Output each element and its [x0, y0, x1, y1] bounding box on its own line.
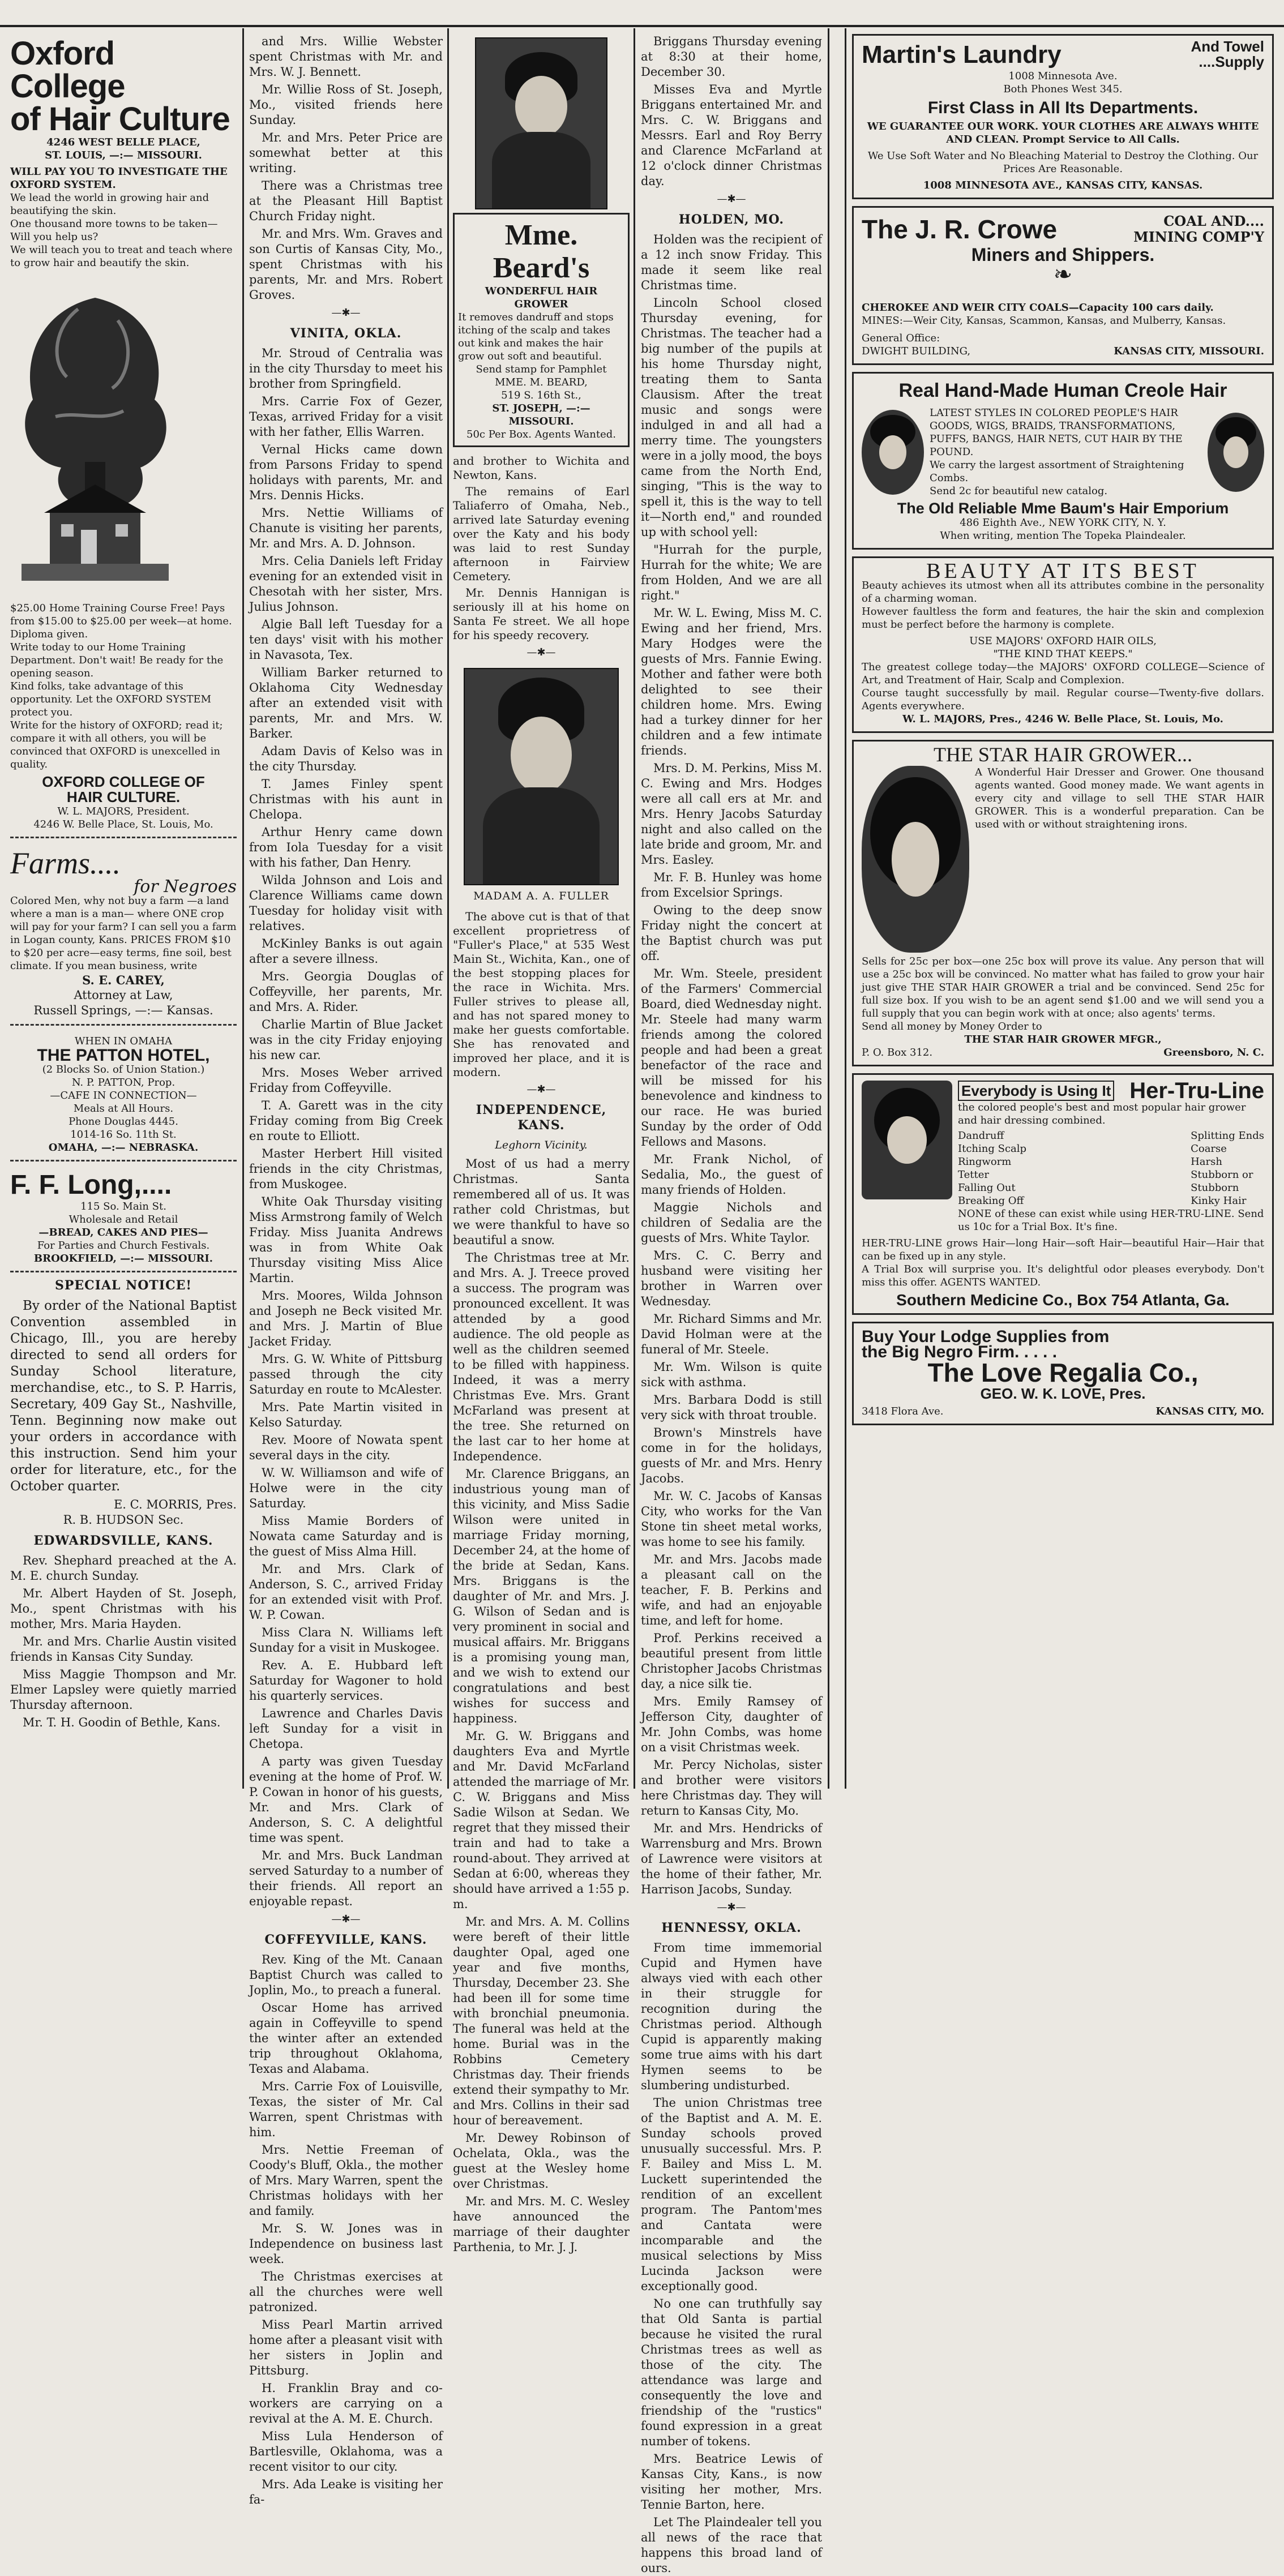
news-item: Mr. and Mrs. Buck Landman served Saturday to a number of their friends. All report an enjoyable repast.	[249, 1849, 443, 1908]
news-item: Mrs. C. C. Berry and husband were visiting her brother in Warren over Wednesday.	[641, 1249, 822, 1308]
star-city: Greensboro, N. C.	[1163, 1047, 1264, 1058]
news-item: A party was given Tuesday evening at the home of Prof. W. P. Cowan in honor of his guests, Mr. and Mrs. Clark of Anderson, S. C. A delightful time was spent.	[249, 1755, 443, 1845]
coffeyville-heading: COFFEYVILLE, KANS.	[264, 1932, 427, 1947]
news-item: Stubborn or	[1191, 1169, 1253, 1181]
fuller-caption: MADAM A. A. FULLER	[473, 890, 609, 902]
oxford-body-2: One thousand more towns to be taken—Will you help us?	[10, 218, 218, 243]
oxford-college-ad	[10, 34, 237, 838]
news-item: There was a Christmas tree at the Pleasant Hill Baptist Church Friday night.	[249, 179, 443, 223]
crowe-coal-ad	[852, 206, 1274, 365]
beauty-p3: The greatest college today—the MAJORS' OXFORD COLLEGE—Science of Art, and Treatment of Hair, Scalp and Complexion.	[862, 661, 1264, 686]
news-item: Adam Davis of Kelso was in the city Thursday.	[249, 744, 443, 773]
news-item: Mr. Dewey Robinson of Ochelata, Okla., was the guest at the Wesley home over Christmas.	[453, 2131, 630, 2191]
creole-title: Real Hand-Made Human Creole Hair	[898, 380, 1227, 401]
news-item: Mrs. Pate Martin visited in Kelso Saturday.	[249, 1400, 443, 1429]
portrait-photo-fuller	[464, 668, 619, 885]
oxford-footer-2: HAIR CULTURE.	[66, 788, 181, 805]
news-item: Mr. and Mrs. M. C. Wesley have announced the marriage of their daughter Parthenia, to Mr. J. J.	[453, 2194, 630, 2254]
oxford-course: $25.00 Home Training Course Free! Pays from $15.00 to $25.00 per week—at home. Diploma given.	[10, 602, 232, 640]
news-item: Mrs. Ada Leake is visiting her fa-	[249, 2478, 443, 2506]
beauty-kind: "THE KIND THAT KEEPS."	[993, 648, 1133, 660]
news-item: Let The Plaindealer tell you all news of the race that happens this broad land of ours.	[641, 2515, 822, 2575]
column-rule	[242, 28, 244, 1789]
martin-laundry-ad	[852, 34, 1274, 199]
separator: —✱—	[717, 1901, 746, 1913]
patton-title: THE PATTON HOTEL,	[37, 1046, 210, 1065]
beard-body: It removes dandruff and stops itching of the scalp and takes out kink and makes the hair grow out soft and beautiful.	[458, 311, 614, 362]
creole-name: The Old Reliable Mme Baum's Hair Emporium	[897, 500, 1229, 517]
hertru-trial: A Trial Box will surprise you. It's delightful odor pleases everybody. Don't miss this offer. AGENTS WANTED.	[862, 1263, 1264, 1288]
news-item: Mrs. D. M. Perkins, Miss M. C. Ewing and Mrs. Hodges were all call ers at Mr. and Mrs. Henry Jacobs Saturday night and also called on the late bride and groom, Mr. and Mrs. Easley.	[641, 761, 822, 867]
patton-location: (2 Blocks So. of Union Station.)	[42, 1064, 205, 1075]
beauty-use: USE MAJORS' OXFORD HAIR OILS,	[969, 635, 1157, 647]
separator: —✱—	[717, 193, 746, 205]
tree-illustration	[10, 275, 180, 592]
column-ads	[852, 34, 1274, 1783]
beauty-p4: Course taught successfully by mail. Regular course—Twenty-five dollars. Agents everywhere.	[862, 687, 1264, 712]
oxford-footer-address: 4246 W. Belle Place, St. Louis, Mo.	[33, 818, 213, 830]
news-item: Mr. G. W. Briggans and daughters Eva and Myrtle and Mr. David McFarland attended the marriage of Mr. C. W. Briggans and Miss Sadie Wilson at Sedan. We regret that they missed their train and had to take a round-about. They arrived at Sedan at 6:00, whereas they should have arrived a 1:55 p. m.	[453, 1729, 630, 1911]
farms-body: Colored Men, why not buy a farm —a land where a man is a man— where ONE crop will pay for your farm? I can sell you a farm in Logan county, Kans. PRICES FROM $10 to $20 per acre—easy terms, fine soil, best climate. If you mean business, write	[10, 895, 237, 972]
farms-ad	[10, 844, 237, 1026]
news-item: Mr. and Mrs. Hendricks of Warrensburg and Mrs. Brown of Lawrence were visitors at the home of their father, Mr. Harrison Jacobs, Sunday.	[641, 1821, 822, 1896]
her-tru-line-ad	[852, 1073, 1274, 1315]
oxford-president: W. L. MAJORS, President.	[57, 805, 190, 817]
news-item: W. W. Williamson and wife of Holwe were in the city Saturday.	[249, 1466, 443, 1510]
star-company: THE STAR HAIR GROWER MFGR.,	[964, 1034, 1162, 1045]
news-item: Mr. and Mrs. Clark of Anderson, S. C., arrived Friday for an extended visit with Prof. W. P. Cowan.	[249, 1562, 443, 1622]
independence-items	[453, 1156, 630, 2255]
news-item: H. Franklin Bray and co-workers are carrying on a revival at the A. M. E. Church.	[249, 2381, 443, 2425]
news-item: Mr. Richard Simms and Mr. David Holman were at the funeral of Mr. Steele.	[641, 1312, 822, 1356]
news-item: Holden was the recipient of a 12 inch snow Friday. This made it seem like real Christmas time.	[641, 233, 822, 292]
news-item: From time immemorial Cupid and Hymen have always vied with each other in their struggle for recognition during the Christmas period. Although Cupid is apparently making some true aims with his dart Hymen seems to be slumbering undisturbed.	[641, 1941, 822, 2092]
news-item: Mr. Wm. Wilson is quite sick with asthma.	[641, 1360, 822, 1389]
news-item: Itching Scalp	[958, 1143, 1027, 1155]
notice-sec: R. B. HUDSON Sec.	[63, 1513, 184, 1527]
long-for: For Parties and Church Festivals.	[37, 1240, 210, 1251]
column-rule	[447, 28, 449, 1789]
news-item: Mr. and Mrs. Jacobs made a pleasant call on the teacher, F. B. Perkins and wife, and had an enjoyable time, and left for home.	[641, 1553, 822, 1627]
holden-heading: HOLDEN, MO.	[678, 212, 785, 227]
crowe-mines: MINES:—Weir City, Kansas, Scammon, Kansas, and Mulberry, Kansas.	[862, 315, 1226, 327]
news-item: Mr. Percy Nicholas, sister and brother were visitors here Christmas day. They will return to Kansas City, Mo.	[641, 1758, 822, 1818]
crowe-building: DWIGHT BUILDING,	[862, 345, 971, 357]
news-item: Mr. Wm. Steele, president of the Farmers' Commercial Board, died Wednesday night. Mr. Steele had many warm friends among the colored people and had been a great benefactor of the race and will be missed for his benevolence and kindness to our race. He was buried Sunday by the order of Odd Fellows and Masons.	[641, 967, 822, 1148]
news-item: Maggie Nichols and children of Sedalia are the guests of Mrs. White Taylor.	[641, 1201, 822, 1245]
star-send: Send all money by Money Order to	[862, 1021, 1042, 1032]
news-item: Arthur Henry came down from Iola Tuesday for a visit with his father, Dan Henry.	[249, 825, 443, 869]
notice-title: SPECIAL NOTICE!	[54, 1278, 192, 1293]
martin-guarantee: WE GUARANTEE OUR WORK. YOUR CLOTHES ARE ALWAYS WHITE AND CLEAN. Prompt Service to All Calls.	[867, 121, 1259, 145]
oxford-title-1: Oxford College	[10, 35, 125, 105]
news-item: Rev. King of the Mt. Canaan Baptist Church was called to Joplin, Mo., to preach a funeral.	[249, 1953, 443, 1997]
news-item: The Christmas exercises at all the churches were well patronized.	[249, 2270, 443, 2314]
martin-phones: Both Phones West 345.	[1003, 83, 1123, 95]
news-item: Lawrence and Charles Davis left Sunday for a visit in Chetopa.	[249, 1707, 443, 1751]
column-rule	[828, 28, 829, 1789]
oxford-kind: Kind folks, take advantage of this opportunity. Let the OXFORD SYSTEM protect you.	[10, 680, 212, 718]
beauty-ad	[852, 556, 1274, 733]
news-item: Mrs. Carrie Fox of Gezer, Texas, arrived Friday for a visit with her father, Ellis Warren.	[249, 395, 443, 439]
separator: —✱—	[527, 646, 556, 658]
news-item: Most of us had a merry Christmas. Santa remembered all of us. It was rather cold Christmas, but we were thankful to have so beautiful a snow.	[453, 1157, 630, 1247]
crowe-right-1: COAL AND....	[1163, 213, 1264, 229]
martin-address: 1008 Minnesota Ave.	[1008, 70, 1118, 82]
hertru-list-b	[1191, 1129, 1264, 1207]
fuller-body: The above cut is that of that excellent proprietress of "Fuller's Place," at 535 West Main St., Wichita, Kan., one of the best stopping places for the race in Wichita. Mrs. Fuller strives to please all, and has not spared money to make her guests comfortable. She has renovated and improved her place, and it is modern.	[453, 910, 630, 1079]
news-item: Mrs. Carrie Fox of Louisville, Texas, the sister of Mr. Cal Warren, spent Christmas with him.	[249, 2080, 443, 2139]
news-item: Stubborn	[1191, 1182, 1239, 1194]
star-title: THE STAR HAIR GROWER...	[933, 743, 1193, 766]
patton-address: 1014-16 So. 11th St.	[70, 1129, 177, 1141]
hennessy-items	[641, 1940, 822, 2576]
news-item: Mr. and Mrs. Wm. Graves and son Curtis of Kansas City, Mo., spent Christmas with his parents, Mr. and Mrs. Robert Groves.	[249, 227, 443, 302]
regalia-address: 3418 Flora Ave.	[862, 1405, 944, 1417]
special-notice	[10, 1278, 237, 1528]
beauty-p2: However faultless the form and features, the hair the skin and complexion must be perfect before the harmony is complete.	[862, 606, 1264, 631]
news-item: Oscar Home has arrived again in Coffeyville to spend the winter after an extended trip throughout Oklahoma, Texas and Alabama.	[249, 2001, 443, 2076]
creole-send: Send 2c for beautiful new catalog.	[930, 485, 1108, 497]
separator: —✱—	[527, 1083, 556, 1095]
patton-city: OMAHA, —:— NEBRASKA.	[48, 1142, 199, 1154]
edwardsville-item: Rev. Shephard preached at the A. M. E. church Sunday.	[10, 1554, 237, 1583]
love-regalia-ad	[852, 1322, 1274, 1425]
column-3	[453, 34, 822, 2575]
news-item: Vernal Hicks came down from Parsons Friday to spend holidays with parents, Mr. and Mrs. Dennis Hicks.	[249, 443, 443, 502]
long-kind: Wholesale and Retail	[69, 1214, 178, 1225]
independence-heading: INDEPENDENCE, KANS.	[476, 1103, 607, 1133]
holden-items	[641, 232, 822, 1897]
martin-footer: 1008 MINNESOTA AVE., KANSAS CITY, KANSAS.	[923, 179, 1203, 191]
notice-body: By order of the National Baptist Convention assembled in Chicago, Ill., you are hereby directed to send all orders for Sunday School literature, merchandise, etc., to S. P. Harris, Secretary, 409 Gay St., Nashville, Tenn. Beginning now make out your orders in accordance with this instruction. Send him your order for literature, etc., for the October quarter.	[10, 1298, 237, 1494]
patton-hotel-ad	[10, 1031, 237, 1161]
regalia-lead-1: Buy Your Lodge Supplies from	[862, 1327, 1110, 1346]
news-item: Wilda Johnson and Lois and Clarence Williams came down Tuesday for holiday visit with relatives.	[249, 873, 443, 933]
news-item: Briggans Thursday evening at 8:30 at their home, December 30.	[641, 35, 822, 79]
farms-subtitle: for Negroes	[134, 877, 237, 897]
news-item: William Barker returned to Oklahoma City Wednesday after an extended visit with parents, Mr. and Mrs. W. Barker.	[249, 666, 443, 740]
patton-phone: Phone Douglas 4445.	[69, 1116, 178, 1128]
news-item: Falling Out	[958, 1182, 1016, 1194]
top-rule	[0, 25, 1284, 27]
beard-send: Send stamp for Pamphlet	[476, 363, 607, 375]
star-body: A Wonderful Hair Dresser and Grower. One thousand agents wanted. Good money made. We want agents in every city and village to sell THE STAR HAIR GROWER. This is a wonderful preparation. Can be used with or without straightening irons.	[975, 766, 1264, 830]
news-item: Mrs. Moores, Wilda Johnson and Joseph ne Beck visited Mr. and Mrs. J. Martin of Blue Jacket Friday.	[249, 1289, 443, 1348]
news-item: Mr. and Mrs. A. M. Collins were bereft of their little daughter Opal, aged one year and five months, Thursday, December 23. She had been ill for some time with bronchial pneumonia. The funeral was held at the home. Burial was in the Robbins Cemetery Christmas day. Their friends extend their sympathy to Mr. and Mrs. Collins in their sad hour of bereavement.	[453, 1915, 630, 2127]
regalia-city: KANSAS CITY, MO.	[1155, 1405, 1264, 1417]
hertru-everybody: Everybody is Using It	[958, 1081, 1114, 1101]
edwardsville-item: Mr. and Mrs. Charlie Austin visited friends in Kansas City Sunday.	[10, 1635, 237, 1664]
notice-pres: E. C. MORRIS, Pres.	[113, 1498, 237, 1511]
crowe-ornament: ❧	[1053, 262, 1073, 288]
column-2	[249, 34, 443, 2506]
news-item: McKinley Banks is out again after a severe illness.	[249, 937, 443, 966]
news-item: Mrs. Emily Ramsey of Jefferson City, daughter of Mr. John Combs, was home on a visit Christmas week.	[641, 1695, 822, 1754]
hertru-footer: Southern Medicine Co., Box 754 Atlanta, Ga.	[896, 1291, 1230, 1309]
wig-illustration-left	[862, 410, 924, 495]
regalia-title: The Love Regalia Co.,	[927, 1358, 1199, 1387]
long-goods: —BREAD, CAKES AND PIES—	[38, 1227, 208, 1238]
news-item: Prof. Perkins received a beautiful present from little Christopher Jacobs Christmas day, a nice silk tie.	[641, 1631, 822, 1691]
news-item: Charlie Martin of Blue Jacket was in the city Friday enjoying his new car.	[249, 1018, 443, 1062]
star-sells: Sells for 25c per box—one 25c box will prove its value. Any person that will use a 25c box will be convinced. No matter what has failed to grow your hair just give THE STAR HAIR GROWER a trial and be convinced. Send 25c for full size box. If you wish to be an agent send $1.00 and we will send you a full supply that you can begin work with at once; also agents' terms.	[862, 955, 1264, 1019]
oxford-footer-1: OXFORD COLLEGE OF	[42, 773, 205, 790]
briggans-items	[641, 34, 822, 189]
column-3a: Mme. Beard's WONDERFUL HAIR GROWER It removes dandruff and stops itching of the scalp and takes out kink and makes the hair grow out soft and beautiful. Send stamp for Pamphlet MME. M. BEARD, 519 S. 16th St., ST. JOSEPH, —:— MISSOURI. 50c Per Box. Agents Wanted. and brother to Wichita and Newton, Kans. The remains of Earl Taliaferro of Omaha, Neb., arrived late Saturday evening over the Katy and his body was laid to rest Sunday afternoon in Fairview Cemetery. Mr. Dennis Hannigan is seriously ill at his home on Santa Fe street. We all hope for his speedy recovery. —✱— MADAM A. A. FULLER The above cut is that of that excellent proprietress of "Fuller's Place," at 535 West Main St., Wichita, Kan., one of the best stopping places for the race in Wichita. Mrs. Fuller strives to please all, and has not spared money to make her guests comfortable. She has renovated and improved her place, and it is modern. —✱— INDEPENDENCE, KANS. Leghorn Vicinity. Most of us had a merry Christmas. Santa remembered all of us. It was rather cold Christmas, but we were thankful to have so beautiful a snow. The Christmas tree at Mr. and Mrs. A. J. Treece proved a success. The program was pronounced excellent. It was attended by a good audience. The old people as well as the children seemed to be filled with happiness. Indeed, it was a merry Christmas Eve. Mrs. Grant McFarland was present at the tree. She returned on the last car to her home at Independence. Mr. Clarence Briggans, an industrious young man of this vicinity, and Miss Sadie Wilson were united in marriage Friday morning, December 24, at the home of the bride at Sedan, Kans. Mrs. Briggans is the daughter of Mr. and Mrs. J. G. Wilson of Sedan and is very prominent in social and musical affairs. Mr. Briggans is a promising young man, and we wish to extend our congratulations and best wishes for success and happiness. Mr. G. W. Briggans and daughters Eva and Myrtle and Mr. David McFarland attended the marriage of Mr. C. W. Briggans and Miss Sadie Wilson at Sedan. We regret that they missed their train and had to take a round-about. They arrived at Sedan at 6:00, whereas they should have arrived a 1:55 p. m. Mr. and Mrs. A. M. Collins were bereft of their little daughter Opal, aged one year and five months, Thursday, December 23. She had been ill for some time with bronchial pneumonia. The funeral was held at the home. Burial was in the Robbins Cemetery Christmas day. Their friends extend their sympathy to Mr. and Mrs. Collins in their sad hour of bereavement. Mr. Dewey Robinson of Ochelata, Okla., was the guest at the Wesley home over Christmas. Mr. and Mrs. M. C. Wesley have announced the marriage of their daughter Parthenia, to Mr. J. J.	[453, 34, 630, 1783]
vinita-heading: VINITA, OKLA.	[290, 326, 402, 341]
hertru-grows: HER-TRU-LINE grows Hair—long Hair—soft Hair—beautiful Hair—Hair that can be fixed up in any style.	[862, 1237, 1264, 1262]
martin-title-sub: And Towel ....Supply	[1191, 38, 1264, 70]
beard-price: 50c Per Box. Agents Wanted.	[466, 428, 616, 440]
news-item: Mr. Frank Nichol, of Sedalia, Mo., the guest of many friends of Holden.	[641, 1152, 822, 1197]
news-item: Mr. W. C. Jacobs of Kansas City, who works for the Van Stone tin sheet metal works, was home to see his family.	[641, 1489, 822, 1549]
news-item: Mr. S. W. Jones was in Independence on business last week.	[249, 2222, 443, 2266]
oxford-write: Write today to our Home Training Department. Don't wait! Be ready for the opening season.	[10, 641, 224, 679]
news-item: Mr. Stroud of Centralia was in the city Thursday to meet his brother from Springfield.	[249, 346, 443, 391]
farms-title: Farms....	[10, 846, 121, 880]
her-tru-line-portrait	[862, 1081, 952, 1199]
news-item: T. A. Garett was in the city Friday coming from Big Creek en route to Elliott.	[249, 1099, 443, 1143]
news-item: T. James Finley spent Christmas with his aunt in Chelopa.	[249, 777, 443, 821]
news-item: Mr. Willie Ross of St. Joseph, Mo., visited friends here Sunday.	[249, 83, 443, 127]
news-item: Ringworm	[958, 1156, 1012, 1168]
edwardsville-item: Mr. T. H. Goodin of Bethle, Kans.	[23, 1716, 221, 1729]
beauty-footer: W. L. MAJORS, Pres., 4246 W. Belle Place, St. Louis, Mo.	[902, 713, 1223, 725]
patton-when: WHEN IN OMAHA	[74, 1035, 173, 1047]
news-item: Mrs. Georgia Douglas of Coffeyville, her parents, Mr. and Mrs. A. Rider.	[249, 970, 443, 1014]
edwardsville-heading: EDWARDSVILLE, KANS.	[33, 1533, 213, 1548]
news-item: Tetter	[958, 1169, 989, 1181]
long-address: 115 So. Main St.	[80, 1201, 166, 1212]
news-item: Mrs. Nettie Freeman of Coody's Bluff, Okla., the mother of Mrs. Mary Warren, spent the Christmas holidays with her and family.	[249, 2143, 443, 2218]
farms-place: Russell Springs, —:— Kansas.	[33, 1004, 213, 1017]
news-item: No one can truthfully say that Old Santa is partial because he visited the rural Christmas trees as well as those of the city. The attendance was large and consequently the love and friendship of the "rustics" found expression in a great number of tokens.	[641, 2297, 822, 2448]
martin-title: Martin's Laundry	[862, 40, 1062, 68]
edwardsville-section	[10, 1533, 237, 1730]
news-item: Mrs. Beatrice Lewis of Kansas City, Kans., is now visiting her mother, Mrs. Tennie Barton, here.	[641, 2452, 822, 2511]
farms-role: Attorney at Law,	[74, 988, 173, 1002]
news-item: Dandruff	[958, 1130, 1004, 1142]
oxford-lead: WILL PAY YOU TO INVESTIGATE THE OXFORD SYSTEM.	[10, 166, 228, 191]
oxford-history: Write for the history of OXFORD; read it; compare it with all others, you will be convinced that OXFORD is unexcelled in quality.	[10, 719, 223, 770]
star-hair-grower-ad	[852, 740, 1274, 1066]
long-title: F. F. Long,....	[10, 1170, 172, 1200]
long-city: BROOKFIELD, —:— MISSOURI.	[33, 1253, 213, 1265]
star-woman-illustration	[862, 766, 969, 953]
separator: —✱—	[331, 307, 361, 319]
regalia-pres: GEO. W. K. LOVE, Pres.	[980, 1385, 1146, 1402]
beard-city: ST. JOSEPH, —:— MISSOURI.	[492, 402, 590, 427]
portrait-photo-1	[475, 37, 607, 209]
column-rule	[845, 28, 846, 1789]
creole-carry: We carry the largest assortment of Straightening Combs.	[930, 459, 1184, 484]
news-item: Rev. A. E. Hubbard left Saturday for Wagoner to hold his quarterly services.	[249, 1658, 443, 1703]
creole-mention: When writing, mention The Topeka Plaindealer.	[940, 530, 1186, 542]
news-item: Mr. W. L. Ewing, Miss M. C. Ewing and her friend, Mrs. Mary Hodges were the guests of Mrs. Fannie Ewing. Mother and father were both delighted to see their children home. Mrs. Ewing had a turkey dinner for her children and a few intimate friends.	[641, 606, 822, 757]
beauty-p1: Beauty achieves its utmost when all its attributes combine in the personality of a charming woman.	[862, 580, 1264, 605]
news-item: and Mrs. Willie Webster spent Christmas with Mr. and Mrs. W. J. Bennett.	[249, 35, 443, 79]
news-item: Mrs. Barbara Dodd is still very sick with throat trouble.	[641, 1393, 822, 1422]
news-item: "Hurrah for the purple, Hurrah for the white; We are from Holden, And we are all right."	[641, 543, 822, 602]
creole-hair-ad	[852, 372, 1274, 550]
news-item: Mrs. Celia Daniels left Friday evening for an extended visit in Chesotah with her sister, Mrs. Julius Johnson.	[249, 554, 443, 614]
coffeyville-items	[249, 1952, 443, 2508]
beard-ad	[453, 213, 630, 447]
column-1	[10, 34, 237, 1783]
creole-address: 486 Eighth Ave., NEW YORK CITY, N. Y.	[960, 517, 1166, 529]
crowe-right-2: MINING COMP'Y	[1133, 229, 1264, 245]
hertru-brand: Her-Tru-Line	[1129, 1078, 1264, 1103]
martin-water: We Use Soft Water and No Bleaching Material to Destroy the Clothing. Our Prices Are Reasonable.	[867, 150, 1259, 175]
hertru-lead: the colored people's best and most popular hair grower and hair dressing combined.	[958, 1101, 1246, 1126]
news-item: Lincoln School closed Thursday evening, for Christmas. The teacher had a big number of the pupils at his home Thursday night, treating them to Santa Clausism. After the treat music and songs were indulged in and all had a merry time. The youngsters were in a jolly mood, the boys came from the North End, singing, "This is the way to spell it, this is the way to tell it—North end," and rounded up with school yell:	[641, 296, 822, 539]
hertru-list-a	[958, 1129, 1026, 1207]
separator: —✱—	[331, 1913, 361, 1925]
news-item: Splitting Ends	[1191, 1130, 1264, 1142]
patton-meals: Meals at All Hours.	[73, 1103, 174, 1115]
crowe-miners: Miners and Shippers.	[971, 245, 1155, 265]
edwardsville-item: Miss Maggie Thompson and Mr. Elmer Lapsley were quietly married Thursday afternoon.	[10, 1668, 237, 1712]
news-item: Misses Eva and Myrtle Briggans entertained Mr. and Mrs. C. W. Briggans and Messrs. Earl and Roy Berry and Clarence McFarland at 12 o'clock dinner Christmas day.	[641, 83, 822, 188]
oxford-address: 4246 WEST BELLE PLACE,	[46, 136, 200, 148]
news-item: The union Christmas tree of the Baptist and A. M. E. Sunday schools proved unusually successful. Mrs. P. F. Bailey and Miss L. M. Luckett superintended the rendition of an excellent program. The Pantom'mes and Cantata were incomparable and the musical selections by Miss Lucinda Jackson were exceptionally good.	[641, 2096, 822, 2293]
oxford-body-1: We lead the world in growing hair and beautifying the skin.	[10, 192, 209, 217]
wig-illustration-right	[1208, 413, 1264, 492]
oxford-title-2: of Hair Culture	[10, 101, 230, 138]
beard-sub: WONDERFUL HAIR GROWER	[485, 285, 598, 310]
column-3b	[641, 34, 822, 2575]
news-item: Master Herbert Hill visited friends in the city Christmas, from Muskogee.	[249, 1147, 443, 1191]
crowe-city: KANSAS CITY, MISSOURI.	[1114, 345, 1264, 357]
long-bakery-ad	[10, 1167, 237, 1272]
beauty-title: BEAUTY AT ITS BEST	[926, 559, 1200, 583]
martin-tagline: First Class in All Its Departments.	[927, 98, 1199, 117]
news-item: Miss Lula Henderson of Bartlesville, Oklahoma, was a recent visitor to our city.	[249, 2429, 443, 2474]
news-item: Algie Ball left Tuesday for a ten days' visit with his mother in Navasota, Tex.	[249, 618, 443, 662]
news-item: Kinky Hair	[1191, 1195, 1247, 1207]
news-item: Miss Clara N. Williams left Sunday for a visit in Muskogee.	[249, 1626, 443, 1655]
hennessy-heading: HENNESSY, OKLA.	[661, 1921, 802, 1935]
news-item: Mr. Clarence Briggans, an industrious young man of this vicinity, and Miss Sadie Wilson were united in marriage Friday morning, December 24, at the home of the bride at Sedan, Kans. Mrs. Briggans is the daughter of Mr. and Mrs. J. G. Wilson of Sedan and is very prominent in social and musical affairs. Mr. Briggans is a promising young man, and we wish to extend our congratulations and best wishes for success and happiness.	[453, 1467, 630, 1725]
news-item: Mr. and Mrs. Peter Price are somewhat better at this writing.	[249, 131, 443, 175]
beard-address: 519 S. 16th St.,	[501, 389, 581, 401]
news-item: Mrs. Moses Weber arrived Friday from Coffeyville.	[249, 1066, 443, 1095]
vinita-items	[249, 346, 443, 1909]
news-item: Mrs. G. W. White of Pittsburg passed through the city Saturday en route to McAlester.	[249, 1352, 443, 1396]
star-box: P. O. Box 312.	[862, 1047, 933, 1058]
regalia-lead-2: the Big Negro Firm. . . . .	[862, 1343, 1058, 1361]
creole-body: LATEST STYLES IN COLORED PEOPLE'S HAIR GOODS, WIGS, BRAIDS, TRANSFORMATIONS, PUFFS, BANGS, HAIR NETS, CUT HAIR BY THE POUND.	[930, 407, 1183, 458]
edwardsville-item: Mr. Albert Hayden of St. Joseph, Mo., spent Christmas with his mother, Mrs. Maria Hayden.	[10, 1587, 237, 1631]
news-item: Owing to the deep snow Friday night the concert at the Baptist church was put off.	[641, 903, 822, 963]
news-item: The Christmas tree at Mr. and Mrs. A. J. Treece proved a success. The program was pronounced excellent. It was attended by a good audience. The old people as well as the children seemed to be filled with happiness. Indeed, it was a merry Christmas Eve. Mrs. Grant McFarland was present at the tree. She returned on the last car to her home at Independence.	[453, 1251, 630, 1463]
crowe-title: The J. R. Crowe	[862, 214, 1058, 244]
news-item: Mr. F. B. Hunley was home from Excelsior Springs.	[641, 871, 822, 899]
patton-prop: N. P. PATTON, Prop.	[71, 1077, 176, 1088]
oxford-city: ST. LOUIS, —:— MISSOURI.	[45, 149, 202, 161]
hertru-none: NONE of these can exist while using HER-TRU-LINE. Send us 10c for a Trial Box. It's fine.	[958, 1208, 1264, 1233]
oxford-body-3: We will teach you to treat and teach where to grow hair and beautify the skin.	[10, 244, 233, 269]
farms-name: S. E. CAREY,	[82, 973, 165, 987]
news-item: White Oak Thursday visiting Miss Armstrong family of Welch Friday. Miss Juanita Andrews was in from White Oak Thursday visiting Miss Alice Martin.	[249, 1195, 443, 1285]
crowe-office: General Office:	[862, 332, 940, 344]
news-item: Brown's Minstrels have come in for the holidays, guests of Mr. and Mrs. Henry Jacobs.	[641, 1426, 822, 1485]
news-item: Coarse	[1191, 1143, 1227, 1155]
news-item: Miss Pearl Martin arrived home after a pleasant visit with her sisters in Joplin and Pittsburg.	[249, 2318, 443, 2377]
news-item: Harsh	[1191, 1156, 1222, 1168]
news-item: Mrs. Nettie Williams of Chanute is visiting her parents, Mr. and Mrs. A. D. Johnson.	[249, 506, 443, 550]
leghorn-subheading: Leghorn Vicinity.	[495, 1139, 588, 1151]
patton-cafe: —CAFE IN CONNECTION—	[50, 1090, 197, 1101]
news-item: Rev. Moore of Nowata spent several days in the city.	[249, 1433, 443, 1462]
news-item: Miss Mamie Borders of Nowata came Saturday and is the guest of Miss Alma Hill.	[249, 1514, 443, 1558]
news-item: Breaking Off	[958, 1195, 1024, 1207]
crowe-coals: CHEROKEE AND WEIR CITY COALS—Capacity 100 cars daily.	[862, 302, 1214, 314]
beard-title: Mme. Beard's	[493, 219, 590, 284]
beard-name: MME. M. BEARD,	[495, 376, 588, 388]
